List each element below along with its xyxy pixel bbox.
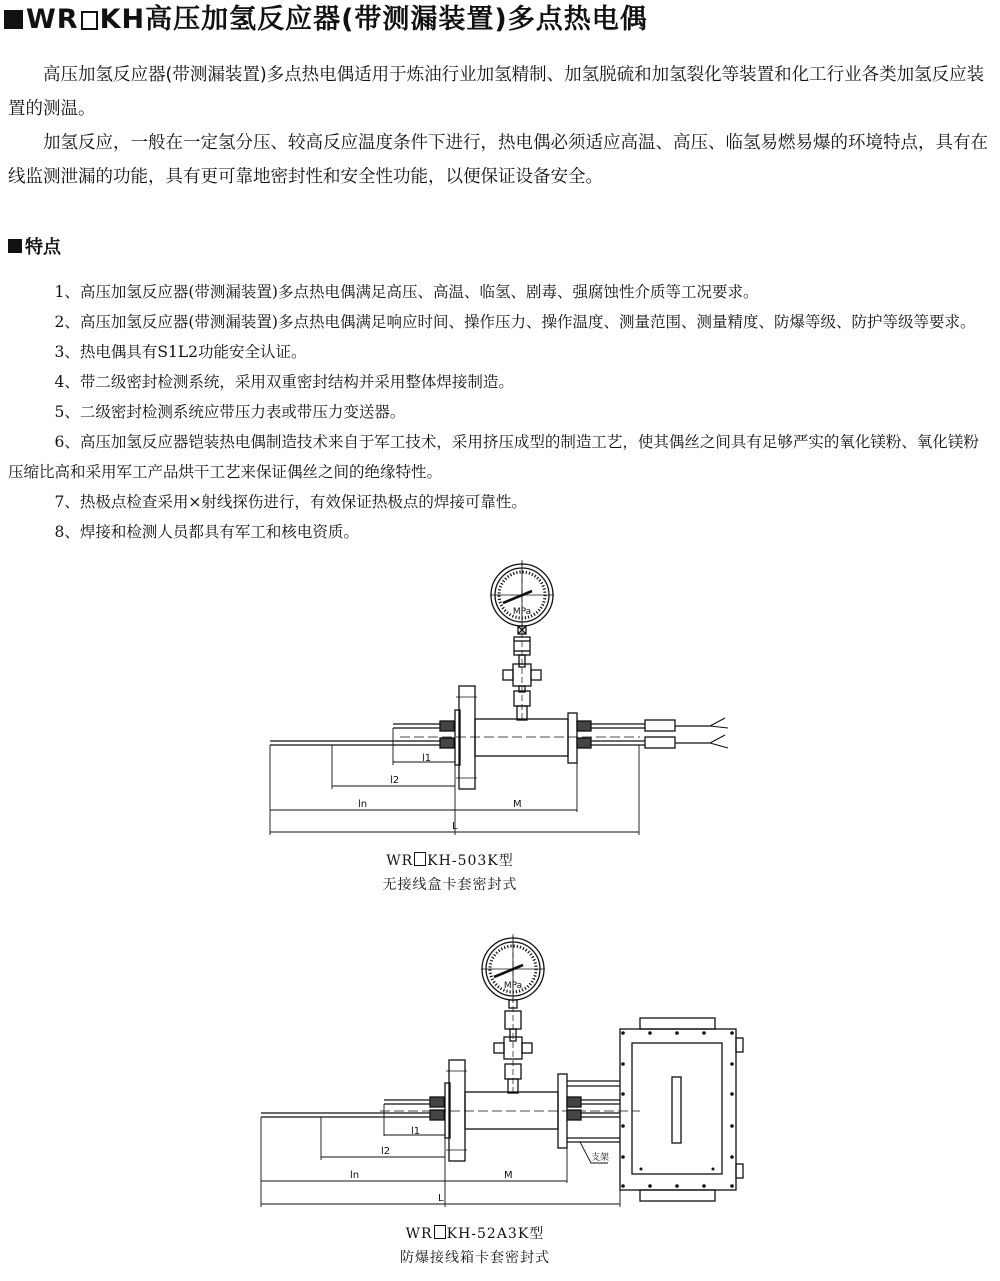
flange-body	[380, 1060, 640, 1161]
placeholder-box-icon	[414, 852, 426, 866]
dim-L: L	[438, 1193, 444, 1204]
title-suffix: KH高压加氢反应器(带测漏装置)多点热电偶	[99, 4, 648, 35]
black-square-bullet-icon	[4, 10, 23, 29]
feature-item: 7、热极点检查采用×射线探伤进行，有效保证热极点的焊接可靠性。	[54, 493, 527, 511]
model-suffix: KH-52A3K型	[446, 1226, 545, 1242]
intro-paragraph: 加氢反应，一般在一定氢分压、较高反应温度条件下进行，热电偶必须适应高温、高压、临氢易燃易爆的环境特点，具有在线监测泄漏的功能，具有更可靠地密封性和安全性功能，以便保证设备安全。	[8, 133, 988, 187]
model-suffix: KH-503K型	[427, 853, 514, 869]
placeholder-box-icon	[81, 11, 98, 30]
drawing-52a3k-caption	[350, 1222, 600, 1270]
features-heading-text: 特点	[25, 237, 61, 258]
intro-section	[8, 58, 992, 194]
explosion-proof-junction-box	[620, 1018, 743, 1201]
page-title	[4, 2, 648, 38]
feature-item: 8、焊接和检测人员都具有军工和核电资质。	[54, 523, 359, 541]
feature-item: 1、高压加氢反应器(带测漏装置)多点热电偶满足高压、高温、临氢、剧毒、强腐蚀性介质等工况要求。	[54, 283, 759, 301]
model-description: 防爆接线箱卡套密封式	[400, 1250, 550, 1266]
drawing-503k-caption	[300, 849, 600, 897]
feature-item: 3、热电偶具有S1L2功能安全认证。	[54, 343, 307, 361]
valve-assembly	[503, 560, 541, 720]
support-label: 支架	[591, 1153, 610, 1163]
feature-item: 4、带二级密封检测系统，采用双重密封结构并采用整体焊接制造。	[54, 373, 514, 391]
model-prefix: WR	[405, 1226, 433, 1242]
title-prefix: WR	[26, 4, 79, 35]
drawing-503k	[0, 555, 1000, 845]
flange-body	[400, 686, 640, 789]
thermocouple-probes	[270, 718, 728, 748]
feature-item: 2、高压加氢反应器(带测漏装置)多点热电偶满足响应时间、操作压力、操作温度、测量范围、测量精度、防爆等级、防护等级等要求。	[54, 313, 976, 331]
dim-ln: ln	[358, 799, 368, 810]
features-heading	[8, 236, 61, 260]
model-prefix: WR	[386, 853, 414, 869]
dim-l2: l2	[390, 775, 400, 786]
dim-l1: l1	[422, 753, 432, 764]
dim-M: M	[513, 799, 522, 810]
gauge-unit-label: MPa	[503, 981, 523, 991]
model-number	[350, 1222, 600, 1246]
dim-L: L	[452, 821, 458, 832]
dim-l1: l1	[411, 1126, 421, 1137]
drawing-52a3k	[0, 930, 1000, 1210]
black-square-bullet-icon	[8, 239, 22, 253]
valve-assembly	[494, 934, 532, 1093]
model-number	[300, 849, 600, 873]
gauge-unit-label: MPa	[512, 607, 532, 617]
feature-item: 6、高压加氢反应器铠装热电偶制造技术来自于军工技术，采用挤压成型的制造工艺，使其偶丝之间具有足够严实的氧化镁粉、氧化镁粉压缩比高和采用军工产品烘干工艺来保证偶丝之间的绝缘特性。	[8, 433, 979, 481]
dim-l2: l2	[381, 1146, 391, 1157]
features-list	[8, 277, 992, 547]
placeholder-box-icon	[434, 1225, 446, 1239]
model-description: 无接线盒卡套密封式	[382, 877, 518, 893]
dim-M: M	[504, 1170, 513, 1181]
intro-paragraph: 高压加氢反应器(带测漏装置)多点热电偶适用于炼油行业加氢精制、加氢脱硫和加氢裂化等装置和化工行业各类加氢反应装置的测温。	[8, 65, 985, 119]
dim-ln: ln	[350, 1170, 360, 1181]
thermocouple-probes	[261, 1097, 620, 1120]
feature-item: 5、二级密封检测系统应带压力表或带压力变送器。	[54, 403, 406, 421]
